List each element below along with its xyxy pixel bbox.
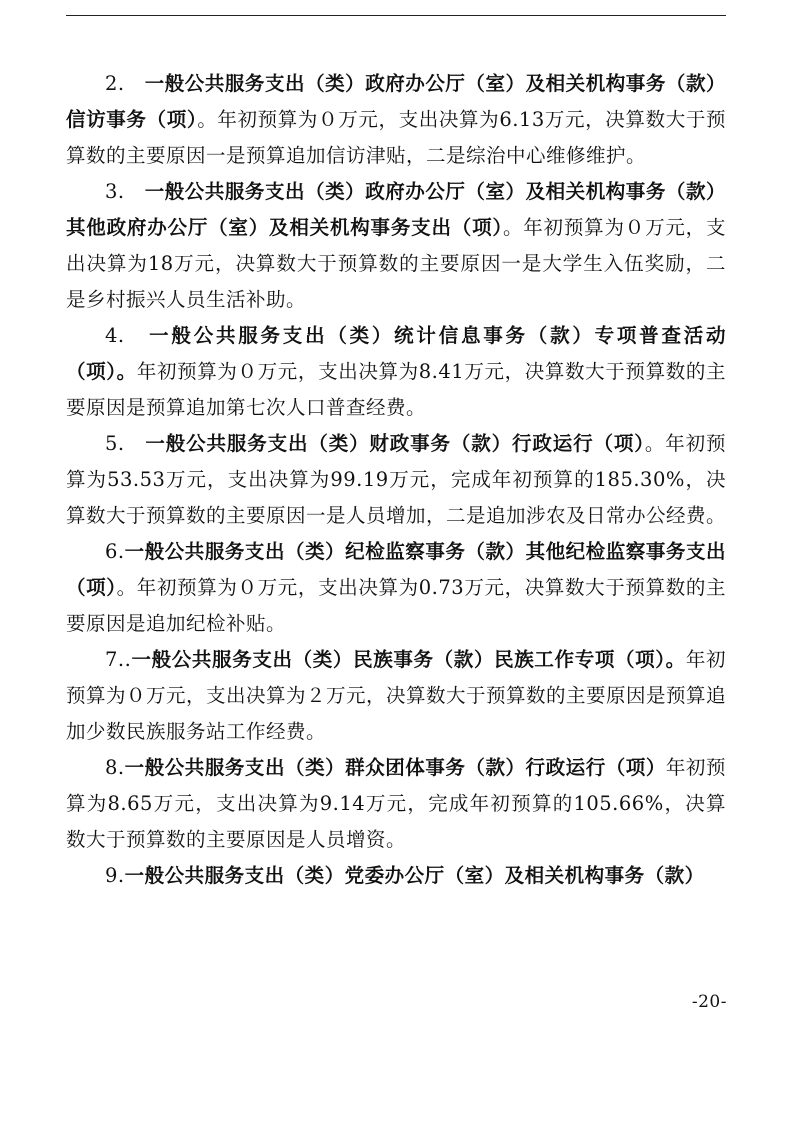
item-number: 4. <box>105 324 150 347</box>
page-number: -20- <box>691 992 727 1012</box>
paragraph-item-4 <box>66 318 726 426</box>
item-number: 6. <box>105 540 125 563</box>
item-heading: 一般公共服务支出（类）纪检监察事务（款）其他纪检监察事务支出（项） <box>66 540 726 599</box>
document-body <box>66 66 726 894</box>
paragraph-item-3 <box>66 174 726 318</box>
item-body: 。年初预算为53.53万元，支出决算为99.19万元，完成年初预算的185.30%，决算数大于预算数的主要原因一是人员增加，二是追加涉农及日常办公经费。 <box>66 432 727 527</box>
item-body: 。年初预算为０万元，支出决算为18万元，决算数大于预算数的主要原因一是大学生入伍奖励，二是乡村振兴人员生活补助。 <box>66 216 726 311</box>
item-number: 3. <box>105 180 145 203</box>
item-body: 年初预算为０万元，支出决算为8.41万元，决算数大于预算数的主要原因是预算追加第七次人口普查经费。 <box>66 360 726 419</box>
item-number: 7.. <box>105 648 132 671</box>
item-heading: 一般公共服务支出（类）群众团体事务（款）行政运行（项） <box>124 756 666 779</box>
paragraph-item-6 <box>66 534 726 642</box>
item-body: 年初预算为8.65万元，支出决算为9.14万元，完成年初预算的105.66%，决算数大于预算数的主要原因是人员增资。 <box>66 756 726 851</box>
item-number: 8. <box>105 756 125 779</box>
item-heading: 一般公共服务支出（类）民族事务（款）民族工作专项（项）。 <box>131 648 686 671</box>
item-body: 年初预算为０万元，支出决算为２万元，决算数大于预算数的主要原因是预算追加少数民族服务站工作经费。 <box>66 648 727 743</box>
paragraph-item-9 <box>66 858 726 894</box>
item-heading: 一般公共服务支出（类）财政事务（款）行政运行（项） <box>145 432 645 455</box>
item-heading: 一般公共服务支出（类）党委办公厅（室）及相关机构事务（款） <box>124 864 705 887</box>
paragraph-item-2 <box>66 66 726 174</box>
item-number: 2. <box>105 72 145 95</box>
paragraph-item-5 <box>66 426 726 534</box>
item-number: 9. <box>105 864 125 887</box>
item-heading: 一般公共服务支出（类）政府办公厅（室）及相关机构事务（款）其他政府办公厅（室）及相关机构事务支出（项） <box>66 180 726 239</box>
item-number: 5. <box>105 432 146 455</box>
paragraph-item-8 <box>66 750 726 858</box>
item-body: 。年初预算为０万元，支出决算为6.13万元，决算数大于预算数的主要原因一是预算追加信访津贴，二是综治中心维修维护。 <box>66 108 726 167</box>
header-rule <box>66 15 726 16</box>
paragraph-item-7 <box>66 642 726 750</box>
item-heading: 一般公共服务支出（类）政府办公厅（室）及相关机构事务（款）信访事务（项） <box>66 72 726 131</box>
item-heading: 一般公共服务支出（类）统计信息事务（款）专项普查活动（项）。 <box>66 324 726 383</box>
item-body: 。年初预算为０万元，支出决算为0.73万元，决算数大于预算数的主要原因是追加纪检补贴。 <box>66 576 726 635</box>
